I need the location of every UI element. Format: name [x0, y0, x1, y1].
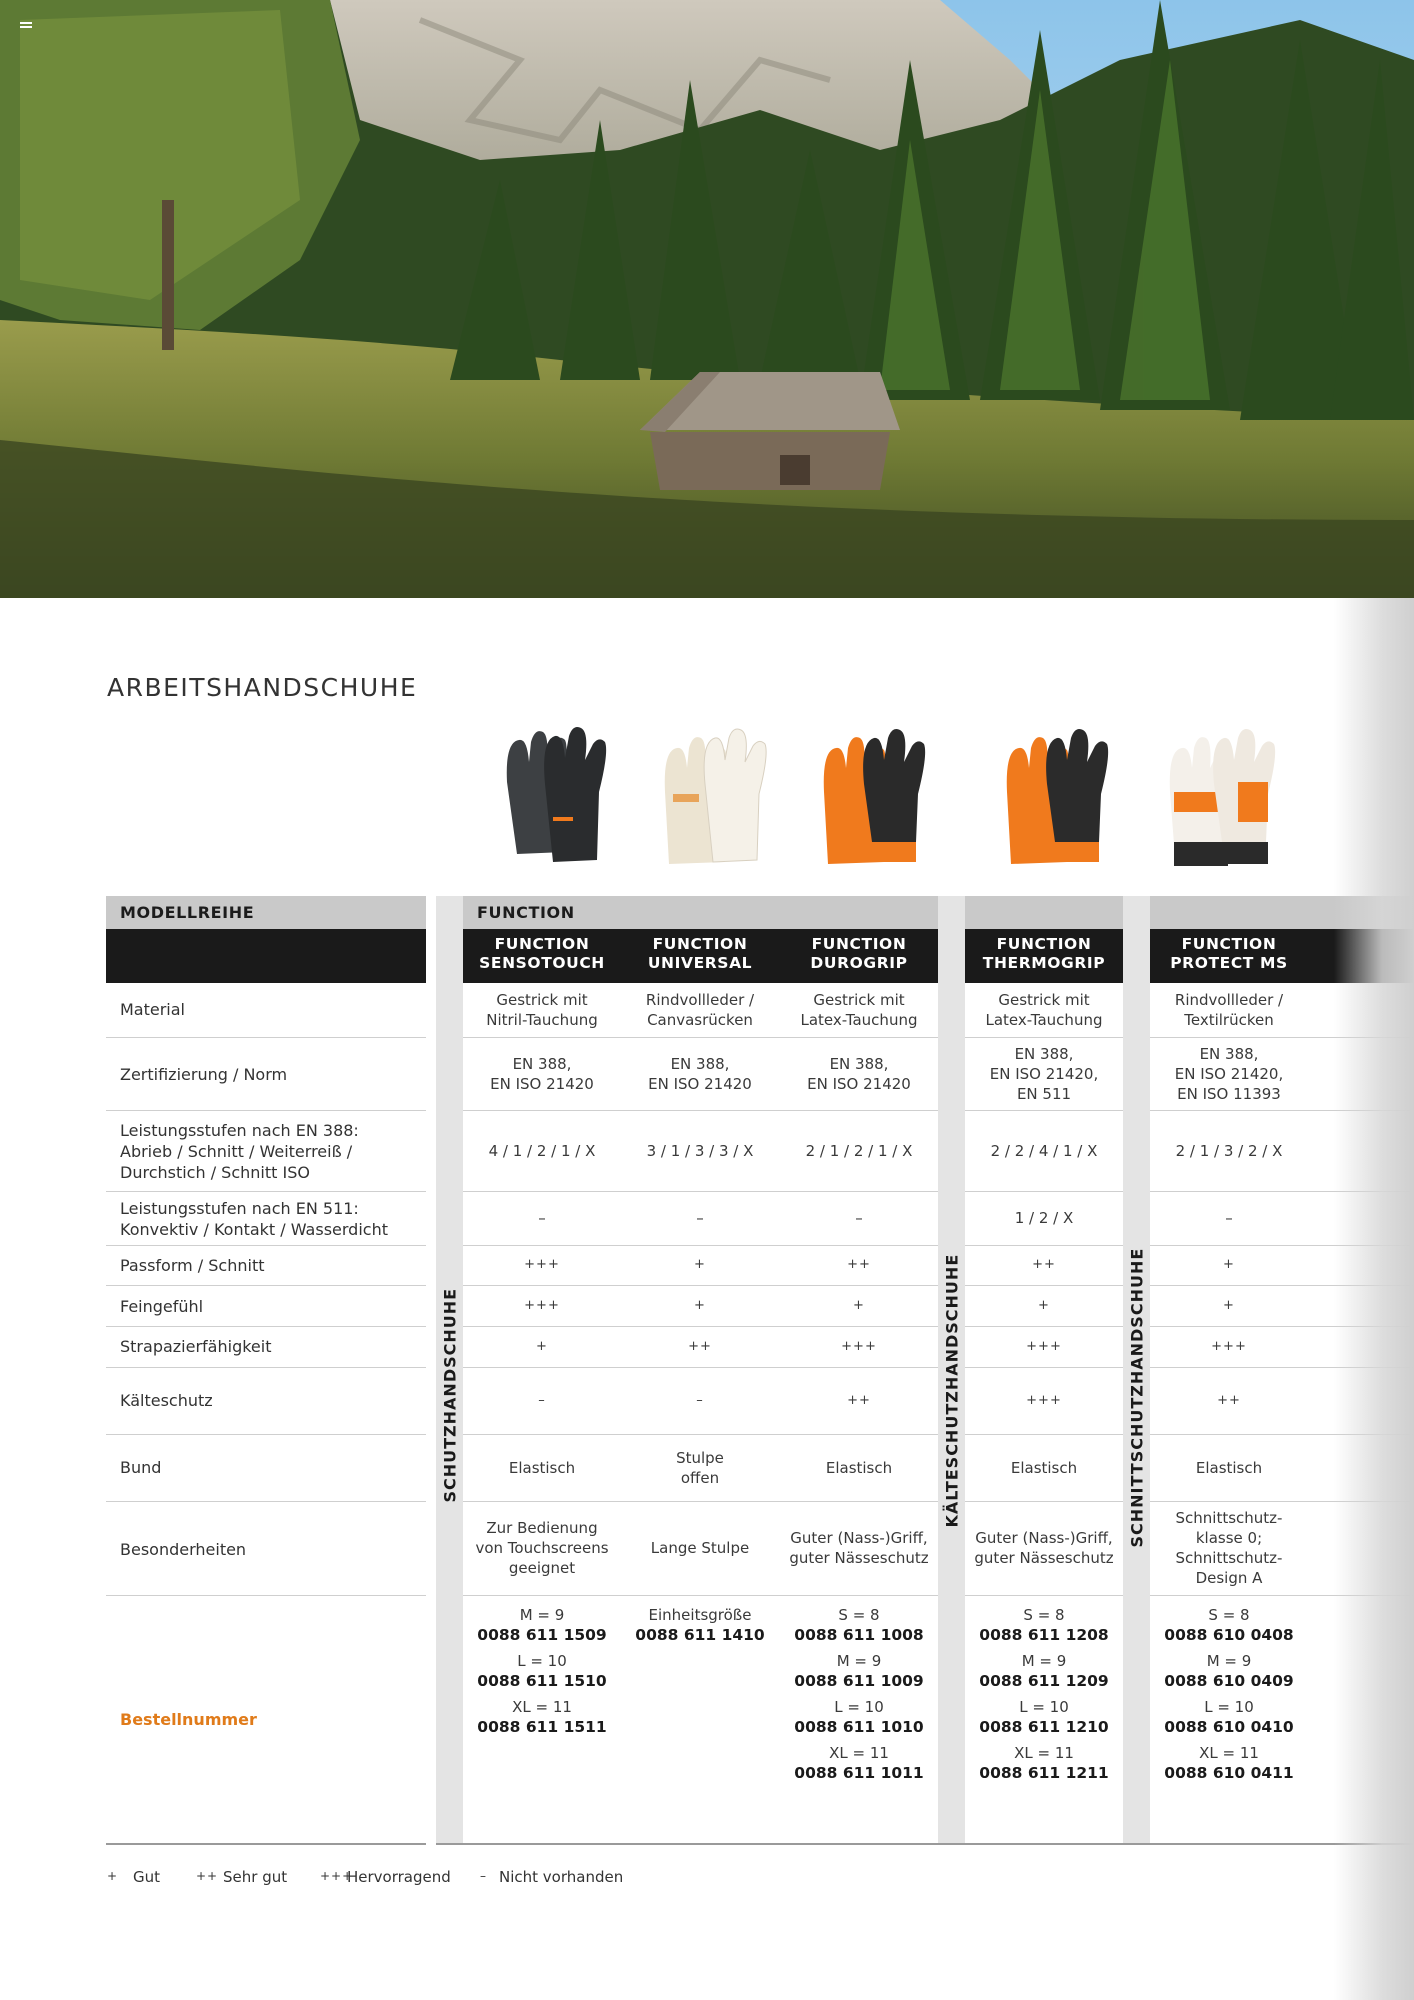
row-label-strapazierfaehigkeit: Strapazierfähigkeit	[120, 1337, 272, 1356]
row-separator	[106, 1037, 426, 1038]
cell-strapazierfaehigkeit-protect-ms: +++	[1211, 1339, 1247, 1354]
row-label-en388: Leistungsstufen nach EN 388: Abrieb / Schnitt / Weiterreiß / Durchstich / Schnitt ISO	[120, 1121, 359, 1182]
row-separator	[106, 1501, 426, 1502]
row-label-zertifizierung: Zertifizierung / Norm	[120, 1065, 288, 1084]
row-separator	[965, 1501, 1123, 1502]
cell-bund-protect-ms: Elastisch	[1195, 1459, 1263, 1477]
row-separator	[106, 1285, 426, 1286]
cell-en511-universal: –	[696, 1209, 704, 1227]
row-separator	[106, 1245, 426, 1246]
row-separator	[106, 1191, 426, 1192]
row-separator	[463, 1037, 938, 1038]
row-separator	[463, 1191, 938, 1192]
legend-symbol-nicht-vorhanden: –	[480, 1869, 487, 1883]
function-label: FUNCTION	[477, 903, 575, 922]
cell-strapazierfaehigkeit-durogrip: +++	[841, 1339, 877, 1354]
legend-text-hervorragend: Hervorragend	[347, 1868, 451, 1886]
legend-symbol-hervorragend: +++	[320, 1869, 354, 1883]
cell-kaelteschutz-thermogrip: +++	[1026, 1393, 1062, 1408]
cell-en388-thermogrip: 2 / 2 / 4 / 1 / X	[990, 1142, 1098, 1160]
cell-feingefuehl-durogrip: +	[853, 1298, 865, 1313]
cell-zertifizierung-sensotouch: EN 388, EN ISO 21420	[490, 1055, 594, 1093]
row-separator	[1150, 1326, 1414, 1327]
cell-kaelteschutz-universal: –	[696, 1393, 704, 1408]
cell-feingefuehl-protect-ms: +	[1223, 1298, 1235, 1313]
cell-kaelteschutz-protect-ms: ++	[1217, 1393, 1241, 1408]
row-separator	[106, 1595, 426, 1596]
glove-durogrip-image	[814, 722, 934, 872]
cell-en388-sensotouch: 4 / 1 / 2 / 1 / X	[488, 1142, 596, 1160]
category-label-schutz: SCHUTZHANDSCHUHE	[440, 1287, 459, 1503]
row-separator	[463, 1245, 938, 1246]
column-head-universal: FUNCTION UNIVERSAL	[647, 935, 753, 972]
category-label-kaelte: KÄLTESCHUTZHANDSCHUHE	[942, 1253, 961, 1528]
cell-passform-sensotouch: +++	[524, 1257, 560, 1272]
row-separator	[965, 1434, 1123, 1435]
glove-protect-ms-image	[1160, 722, 1280, 872]
cell-strapazierfaehigkeit-universal: ++	[688, 1339, 712, 1354]
cell-passform-thermogrip: ++	[1032, 1257, 1056, 1272]
cell-passform-universal: +	[694, 1257, 706, 1272]
order-cell-protect-ms: S = 8 0088 610 0408 M = 9 0088 610 0409 L = 10 0088 610 0410 XL = 11 0088 610 0411	[1164, 1606, 1294, 1782]
row-separator	[106, 1367, 426, 1368]
row-separator	[463, 1326, 938, 1327]
order-cell-thermogrip: S = 8 0088 611 1208 M = 9 0088 611 1209 L = 10 0088 611 1210 XL = 11 0088 611 1211	[979, 1606, 1109, 1782]
cell-feingefuehl-thermogrip: +	[1038, 1298, 1050, 1313]
table-bottom-rule-left	[106, 1843, 426, 1845]
order-cell-durogrip: S = 8 0088 611 1008 M = 9 0088 611 1009 L = 10 0088 611 1010 XL = 11 0088 611 1011	[794, 1606, 924, 1782]
table-bottom-rule-right	[436, 1843, 1414, 1845]
row-label-kaelteschutz: Kälteschutz	[120, 1391, 213, 1410]
column-head-thermogrip: FUNCTION THERMOGRIP	[982, 935, 1106, 972]
row-separator	[1150, 1285, 1414, 1286]
row-separator	[965, 1245, 1123, 1246]
cell-strapazierfaehigkeit-sensotouch: +	[536, 1339, 548, 1354]
row-separator	[1150, 1245, 1414, 1246]
cell-en388-protect-ms: 2 / 1 / 3 / 2 / X	[1175, 1142, 1283, 1160]
cell-en511-thermogrip: 1 / 2 / X	[1014, 1209, 1074, 1227]
row-separator	[965, 1037, 1123, 1038]
row-label-en511: Leistungsstufen nach EN 511: Konvektiv / Kontakt / Wasserdicht	[120, 1199, 388, 1239]
row-separator	[1150, 1037, 1414, 1038]
glove-sensotouch-image	[497, 722, 617, 872]
row-separator	[106, 1110, 426, 1111]
row-label-bund: Bund	[120, 1458, 162, 1477]
row-label-material: Material	[120, 1000, 185, 1019]
row-separator	[463, 1110, 938, 1111]
cell-bund-durogrip: Elastisch	[825, 1459, 893, 1477]
hero-photo	[0, 0, 1414, 598]
cell-passform-durogrip: ++	[847, 1257, 871, 1272]
cell-besonderheiten-thermogrip: Guter (Nass-)Griff, guter Nässeschutz	[974, 1529, 1114, 1567]
cell-material-protect-ms: Rindvollleder / Textilrücken	[1174, 991, 1284, 1029]
row-separator	[965, 1110, 1123, 1111]
cell-bund-thermogrip: Elastisch	[1010, 1459, 1078, 1477]
order-cell-universal: Einheitsgröße 0088 611 1410	[635, 1606, 765, 1644]
cell-kaelteschutz-sensotouch: –	[538, 1393, 546, 1408]
row-label-passform: Passform / Schnitt	[120, 1256, 265, 1275]
row-separator	[965, 1367, 1123, 1368]
category-label-schnitt: SCHNITTSCHUTZHANDSCHUHE	[1127, 1247, 1146, 1548]
cell-feingefuehl-universal: +	[694, 1298, 706, 1313]
column-head-protect-ms: FUNCTION PROTECT MS	[1170, 935, 1288, 972]
row-separator	[965, 1326, 1123, 1327]
column-head-durogrip: FUNCTION DUROGRIP	[810, 935, 908, 972]
row-separator	[965, 1595, 1123, 1596]
cell-bund-universal: Stulpe offen	[676, 1449, 724, 1487]
cell-besonderheiten-universal: Lange Stulpe	[650, 1539, 750, 1557]
cell-besonderheiten-protect-ms: Schnittschutz- klasse 0; Schnittschutz- Design A	[1175, 1509, 1283, 1587]
cell-en388-universal: 3 / 1 / 3 / 3 / X	[646, 1142, 754, 1160]
row-separator	[106, 1434, 426, 1435]
cell-besonderheiten-sensotouch: Zur Bedienung von Touchscreens geeignet	[475, 1519, 609, 1577]
cell-kaelteschutz-durogrip: ++	[847, 1393, 871, 1408]
cell-en388-durogrip: 2 / 1 / 2 / 1 / X	[805, 1142, 913, 1160]
row-separator	[1150, 1434, 1414, 1435]
row-separator	[1150, 1595, 1414, 1596]
row-separator	[463, 1595, 938, 1596]
cell-en511-sensotouch: –	[538, 1209, 546, 1227]
row-label-feingefuehl: Feingefühl	[120, 1297, 204, 1316]
legend-text-gut: Gut	[133, 1868, 161, 1886]
cell-strapazierfaehigkeit-thermogrip: +++	[1026, 1339, 1062, 1354]
row-separator	[463, 1367, 938, 1368]
glove-universal-image	[655, 722, 775, 872]
legend-symbol-sehr-gut: ++	[196, 1869, 219, 1883]
row-separator	[1150, 1191, 1414, 1192]
page-edge-shadow	[1334, 598, 1414, 2000]
cell-en511-durogrip: –	[855, 1209, 863, 1227]
cell-zertifizierung-thermogrip: EN 388, EN ISO 21420, EN 511	[989, 1045, 1099, 1103]
label-column-header	[106, 929, 426, 983]
column-head-sensotouch: FUNCTION SENSOTOUCH	[479, 935, 605, 972]
cell-material-thermogrip: Gestrick mit Latex-Tauchung	[985, 991, 1103, 1029]
order-cell-sensotouch: M = 9 0088 611 1509 L = 10 0088 611 1510 XL = 11 0088 611 1511	[477, 1606, 607, 1736]
cell-zertifizierung-universal: EN 388, EN ISO 21420	[648, 1055, 752, 1093]
cell-zertifizierung-protect-ms: EN 388, EN ISO 21420, EN ISO 11393	[1174, 1045, 1284, 1103]
cell-feingefuehl-sensotouch: +++	[524, 1298, 560, 1313]
legend-symbol-gut: +	[107, 1869, 119, 1883]
modellreihe-label: MODELLREIHE	[120, 903, 255, 922]
legend-text-nicht-vorhanden: Nicht vorhanden	[499, 1868, 624, 1886]
row-separator	[1150, 1110, 1414, 1111]
row-separator	[1150, 1501, 1414, 1502]
row-label-besonderheiten: Besonderheiten	[120, 1540, 247, 1559]
page-title: ARBEITSHANDSCHUHE	[107, 673, 418, 702]
row-separator	[1150, 1367, 1414, 1368]
row-separator	[463, 1501, 938, 1502]
mountain-meadow-cabin-image	[0, 0, 1414, 598]
cell-zertifizierung-durogrip: EN 388, EN ISO 21420	[807, 1055, 911, 1093]
cell-besonderheiten-durogrip: Guter (Nass-)Griff, guter Nässeschutz	[789, 1529, 929, 1567]
row-separator	[106, 1326, 426, 1327]
row-separator	[463, 1285, 938, 1286]
row-separator	[965, 1285, 1123, 1286]
cell-en511-protect-ms: –	[1225, 1209, 1233, 1227]
legend-text-sehr-gut: Sehr gut	[223, 1868, 288, 1886]
glove-thermogrip-image	[997, 722, 1117, 872]
cell-material-durogrip: Gestrick mit Latex-Tauchung	[800, 991, 918, 1029]
row-separator	[965, 1191, 1123, 1192]
row-label-bestellnummer: Bestellnummer	[120, 1710, 257, 1729]
cell-passform-protect-ms: +	[1223, 1257, 1235, 1272]
row-separator	[463, 1434, 938, 1435]
cell-bund-sensotouch: Elastisch	[508, 1459, 576, 1477]
cell-material-sensotouch: Gestrick mit Nitril-Tauchung	[486, 991, 598, 1029]
cell-material-universal: Rindvollleder / Canvasrücken	[645, 991, 755, 1029]
